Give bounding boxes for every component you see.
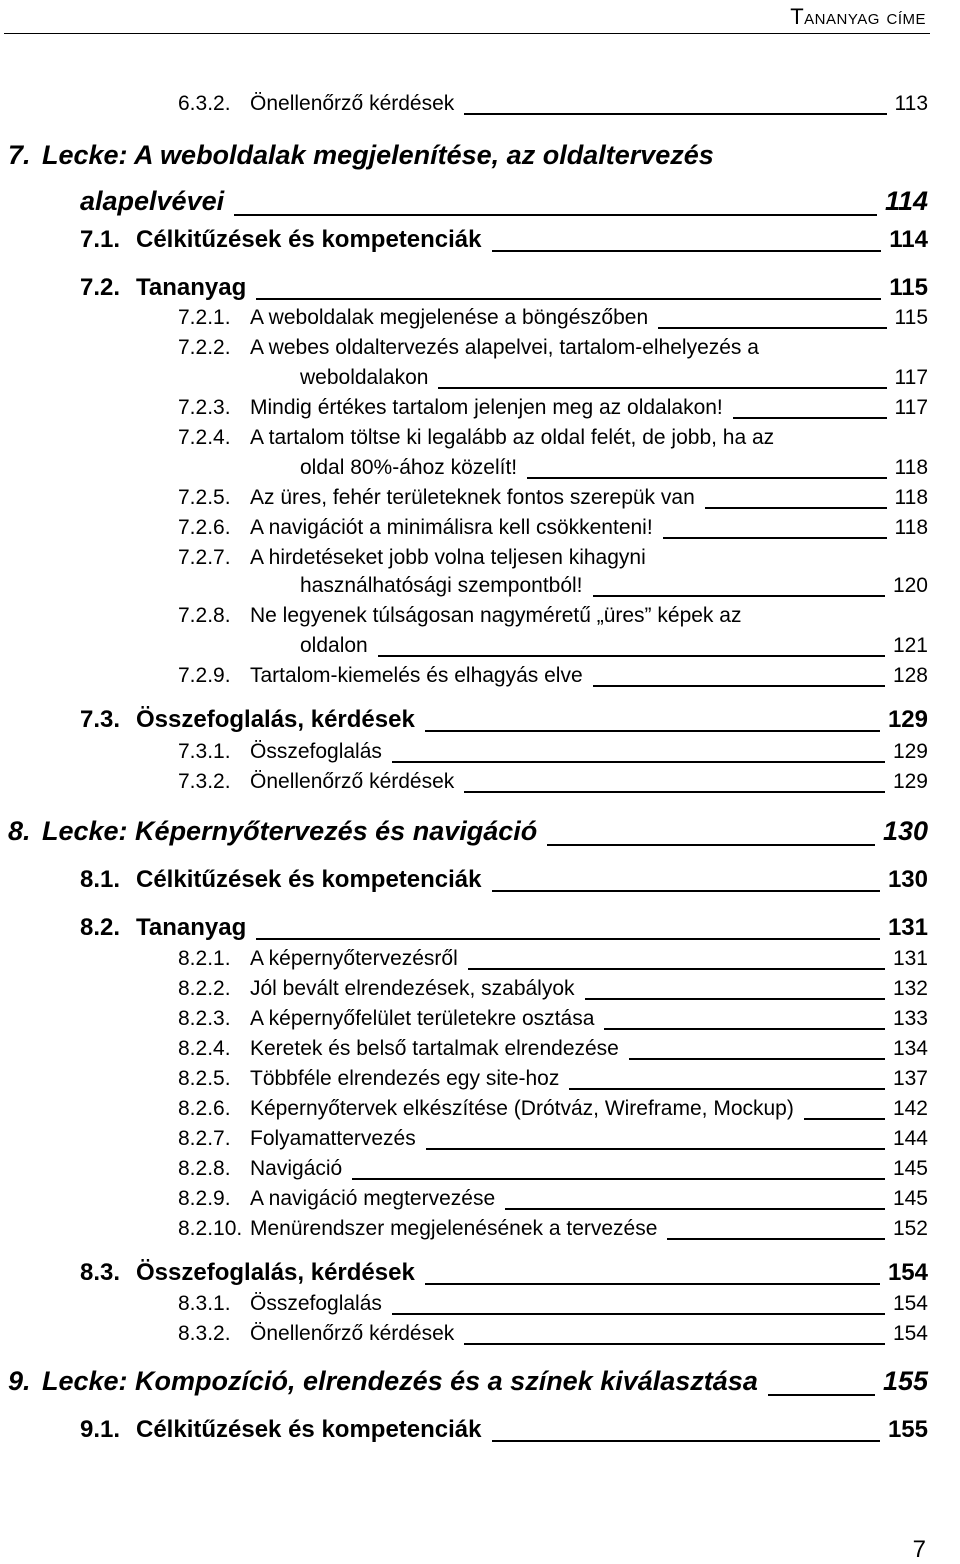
toc-entry-page[interactable]: 115 — [894, 306, 928, 329]
toc-entry-number: 7.2.1. — [178, 306, 231, 329]
toc-entry-number: 7.2.6. — [178, 516, 231, 539]
toc-leader-line — [256, 938, 880, 940]
toc-leader-line — [492, 250, 882, 252]
toc-entry-number: 7. — [8, 140, 31, 170]
toc-entry-title: A képernyőfelület területekre osztása — [250, 1007, 595, 1030]
toc-entry-page[interactable]: 115 — [889, 274, 928, 301]
toc-entry-page[interactable]: 132 — [892, 977, 928, 1000]
toc-leader-line — [426, 1148, 885, 1150]
toc-entry-title: Önellenőrző kérdések — [250, 92, 455, 115]
toc-leader-line — [593, 595, 885, 597]
toc-leader-line — [392, 1313, 885, 1315]
toc-entry-number: 8.2. — [80, 914, 121, 941]
toc-entry-title: Lecke: A weboldalak megjelenítése, az oldaltervezés — [42, 140, 714, 170]
toc-entry-title: Tartalom-kiemelés és elhagyás elve — [250, 664, 583, 687]
toc-leader-line — [425, 730, 880, 732]
toc-leader-line — [492, 1440, 880, 1442]
toc-leader-line — [392, 761, 885, 763]
toc-entry-title: Lecke: Képernyőtervezés és navigáció — [42, 816, 538, 846]
toc-entry-number: 8.3. — [80, 1259, 121, 1286]
toc-entry-title: Mindig értékes tartalom jelenjen meg az oldalakon! — [250, 396, 723, 419]
toc-entry-number: 8.2.6. — [178, 1097, 231, 1120]
toc-entry-page[interactable]: 131 — [892, 947, 928, 970]
toc-entry-number: 7.2.9. — [178, 664, 231, 687]
toc-leader-line — [234, 214, 877, 216]
toc-entry-title: Ne legyenek túlságosan nagyméretű „üres” képek az — [250, 604, 742, 627]
toc-entry-page[interactable]: 130 — [882, 816, 928, 846]
toc-entry-title: Az üres, fehér területeknek fontos szerepük van — [250, 486, 695, 509]
toc-entry-page[interactable]: 129 — [887, 706, 928, 733]
toc-entry-number: 8.2.1. — [178, 947, 231, 970]
toc-entry-title: Önellenőrző kérdések — [250, 1322, 455, 1345]
toc-entry-title: A navigációt a minimálisra kell csökkenteni! — [250, 516, 653, 539]
toc-entry-number: 8.1. — [80, 866, 121, 893]
toc-entry-title: Önellenőrző kérdések — [250, 770, 455, 793]
toc-entry-page[interactable]: 129 — [892, 740, 928, 763]
toc-entry-title: oldalon — [300, 634, 368, 657]
toc-leader-line — [438, 387, 886, 389]
toc-entry-number: 7.3. — [80, 706, 121, 733]
toc-entry-number: 7.3.2. — [178, 770, 231, 793]
toc-entry-number: 7.2.7. — [178, 546, 231, 569]
toc-entry-title: használhatósági szempontból! — [300, 574, 583, 597]
toc-leader-line — [378, 655, 885, 657]
toc-entry-title: Célkitűzések és kompetenciák — [136, 1416, 482, 1443]
toc-leader-line — [464, 791, 885, 793]
toc-entry-page[interactable]: 129 — [892, 770, 928, 793]
toc-entry-title: A navigáció megtervezése — [250, 1187, 496, 1210]
toc-entry-number: 8.3.2. — [178, 1322, 231, 1345]
toc-entry-title: A webes oldaltervezés alapelvei, tartalom-elhelyezés a — [250, 336, 759, 359]
toc-entry-number: 7.2. — [80, 274, 121, 301]
toc-entry-number: 7.2.4. — [178, 426, 231, 449]
toc-entry-title: Összefoglalás, kérdések — [136, 1259, 415, 1286]
toc-entry-title: Képernyőtervek elkészítése (Drótváz, Wireframe, Mockup) — [250, 1097, 794, 1120]
toc-leader-line — [464, 113, 886, 115]
toc-leader-line — [804, 1118, 885, 1120]
toc-entry-page[interactable]: 118 — [894, 486, 928, 509]
toc-entry-number: 8.2.9. — [178, 1187, 231, 1210]
toc-entry-title: A képernyőtervezésről — [250, 947, 458, 970]
toc-leader-line — [733, 417, 887, 419]
toc-entry-title: A tartalom töltse ki legalább az oldal felét, de jobb, ha az — [250, 426, 775, 449]
toc-entry-page[interactable]: 137 — [892, 1067, 928, 1090]
toc-leader-line — [768, 1394, 875, 1396]
toc-entry-page[interactable]: 113 — [894, 92, 928, 115]
toc-entry-number: 7.2.3. — [178, 396, 231, 419]
toc-entry-number: 7.2.5. — [178, 486, 231, 509]
toc-leader-line — [658, 327, 886, 329]
toc-entry-title: alapelvévei — [80, 186, 225, 216]
toc-entry-page[interactable]: 130 — [887, 866, 928, 893]
toc-entry-title: Menürendszer megjelenésének a tervezése — [250, 1217, 658, 1240]
toc-entry-title: Tananyag — [136, 274, 247, 301]
toc-entry-title: Navigáció — [250, 1157, 343, 1180]
toc-entry-page[interactable]: 154 — [887, 1259, 928, 1286]
toc-entry-title: Célkitűzések és kompetenciák — [136, 866, 482, 893]
toc-entry-page[interactable]: 134 — [892, 1037, 928, 1060]
toc-entry-title: oldal 80%-ához közelít! — [300, 456, 518, 479]
toc-entry-title: Folyamattervezés — [250, 1127, 416, 1150]
toc-leader-line — [352, 1178, 885, 1180]
toc-entry-page[interactable]: 120 — [892, 574, 928, 597]
toc-entry-number: 8.2.2. — [178, 977, 231, 1000]
toc-entry-number: 8. — [8, 816, 31, 846]
toc-entry-title: weboldalakon — [300, 366, 429, 389]
toc-leader-line — [705, 507, 887, 509]
toc-leader-line — [547, 844, 875, 846]
toc-entry-number: 9. — [8, 1366, 31, 1396]
toc-entry-page[interactable]: 152 — [892, 1217, 928, 1240]
toc-entry-title: Összefoglalás — [250, 1292, 382, 1315]
toc-entry-page[interactable]: 117 — [894, 396, 928, 419]
toc-entry-number: 8.2.7. — [178, 1127, 231, 1150]
toc-entry-title: Többféle elrendezés egy site-hoz — [250, 1067, 560, 1090]
toc-entry-page[interactable]: 117 — [894, 366, 928, 389]
toc-entry-title: A weboldalak megjelenése a böngészőben — [250, 306, 649, 329]
toc-entry-number: 7.3.1. — [178, 740, 231, 763]
toc-entry-title: Keretek és belső tartalmak elrendezése — [250, 1037, 619, 1060]
toc-entry-number: 8.3.1. — [178, 1292, 231, 1315]
page-number: 7 — [912, 1536, 926, 1563]
toc-entry-page[interactable]: 145 — [892, 1157, 928, 1180]
toc-entry-number: 8.2.5. — [178, 1067, 231, 1090]
toc-entry-number: 7.1. — [80, 226, 121, 253]
toc-leader-line — [425, 1283, 880, 1285]
toc-entry-page[interactable]: 114 — [889, 226, 928, 253]
toc-entry-number: 9.1. — [80, 1416, 121, 1443]
toc-entry-page[interactable]: 154 — [892, 1292, 928, 1315]
toc-leader-line — [667, 1238, 885, 1240]
toc-entry-number: 8.2.3. — [178, 1007, 231, 1030]
toc-leader-line — [468, 968, 885, 970]
toc-entry-number: 6.3.2. — [178, 92, 231, 115]
toc-entry-page[interactable]: 121 — [892, 634, 928, 657]
toc-entry-page[interactable]: 144 — [892, 1127, 928, 1150]
toc-entry-page[interactable]: 145 — [892, 1187, 928, 1210]
toc-entry-title: Összefoglalás, kérdések — [136, 706, 415, 733]
toc-entry-title: Célkitűzések és kompetenciák — [136, 226, 482, 253]
toc-entry-number: 7.2.2. — [178, 336, 231, 359]
toc-entry-title: Lecke: Kompozíció, elrendezés és a színek kiválasztása — [42, 1366, 758, 1396]
toc-entry-number: 8.2.8. — [178, 1157, 231, 1180]
toc-entry-number: 8.2.4. — [178, 1037, 231, 1060]
toc-leader-line — [569, 1088, 885, 1090]
toc-entry-page[interactable]: 155 — [887, 1416, 928, 1443]
toc-leader-line — [464, 1343, 885, 1345]
toc-leader-line — [604, 1028, 885, 1030]
toc-leader-line — [585, 998, 885, 1000]
toc-entry-page[interactable]: 133 — [892, 1007, 928, 1030]
toc-entry-title: Tananyag — [136, 914, 247, 941]
toc-entry-number: 7.2.8. — [178, 604, 231, 627]
toc-leader-line — [505, 1208, 885, 1210]
toc-entry-title: Jól bevált elrendezések, szabályok — [250, 977, 575, 1000]
toc-entry-page[interactable]: 155 — [882, 1366, 928, 1396]
toc-entry-page[interactable]: 154 — [892, 1322, 928, 1345]
running-header-title: Tananyag címe — [790, 4, 926, 29]
toc-entry-page[interactable]: 128 — [892, 664, 928, 687]
toc-leader-line — [527, 477, 886, 479]
toc-leader-line — [663, 537, 887, 539]
toc-entry-page[interactable]: 131 — [887, 914, 928, 941]
toc-entry-title: A hirdetéseket jobb volna teljesen kihagyni — [250, 546, 646, 569]
toc-leader-line — [629, 1058, 885, 1060]
toc-entry-page[interactable]: 118 — [894, 516, 928, 539]
toc-leader-line — [593, 685, 885, 687]
toc-leader-line — [256, 298, 881, 300]
toc-entry-page[interactable]: 142 — [892, 1097, 928, 1120]
toc-leader-line — [492, 890, 880, 892]
toc-entry-page[interactable]: 118 — [894, 456, 928, 479]
toc-entry-number: 8.2.10. — [178, 1217, 243, 1240]
toc-entry-page[interactable]: 114 — [884, 186, 928, 216]
toc-entry-title: Összefoglalás — [250, 740, 382, 763]
